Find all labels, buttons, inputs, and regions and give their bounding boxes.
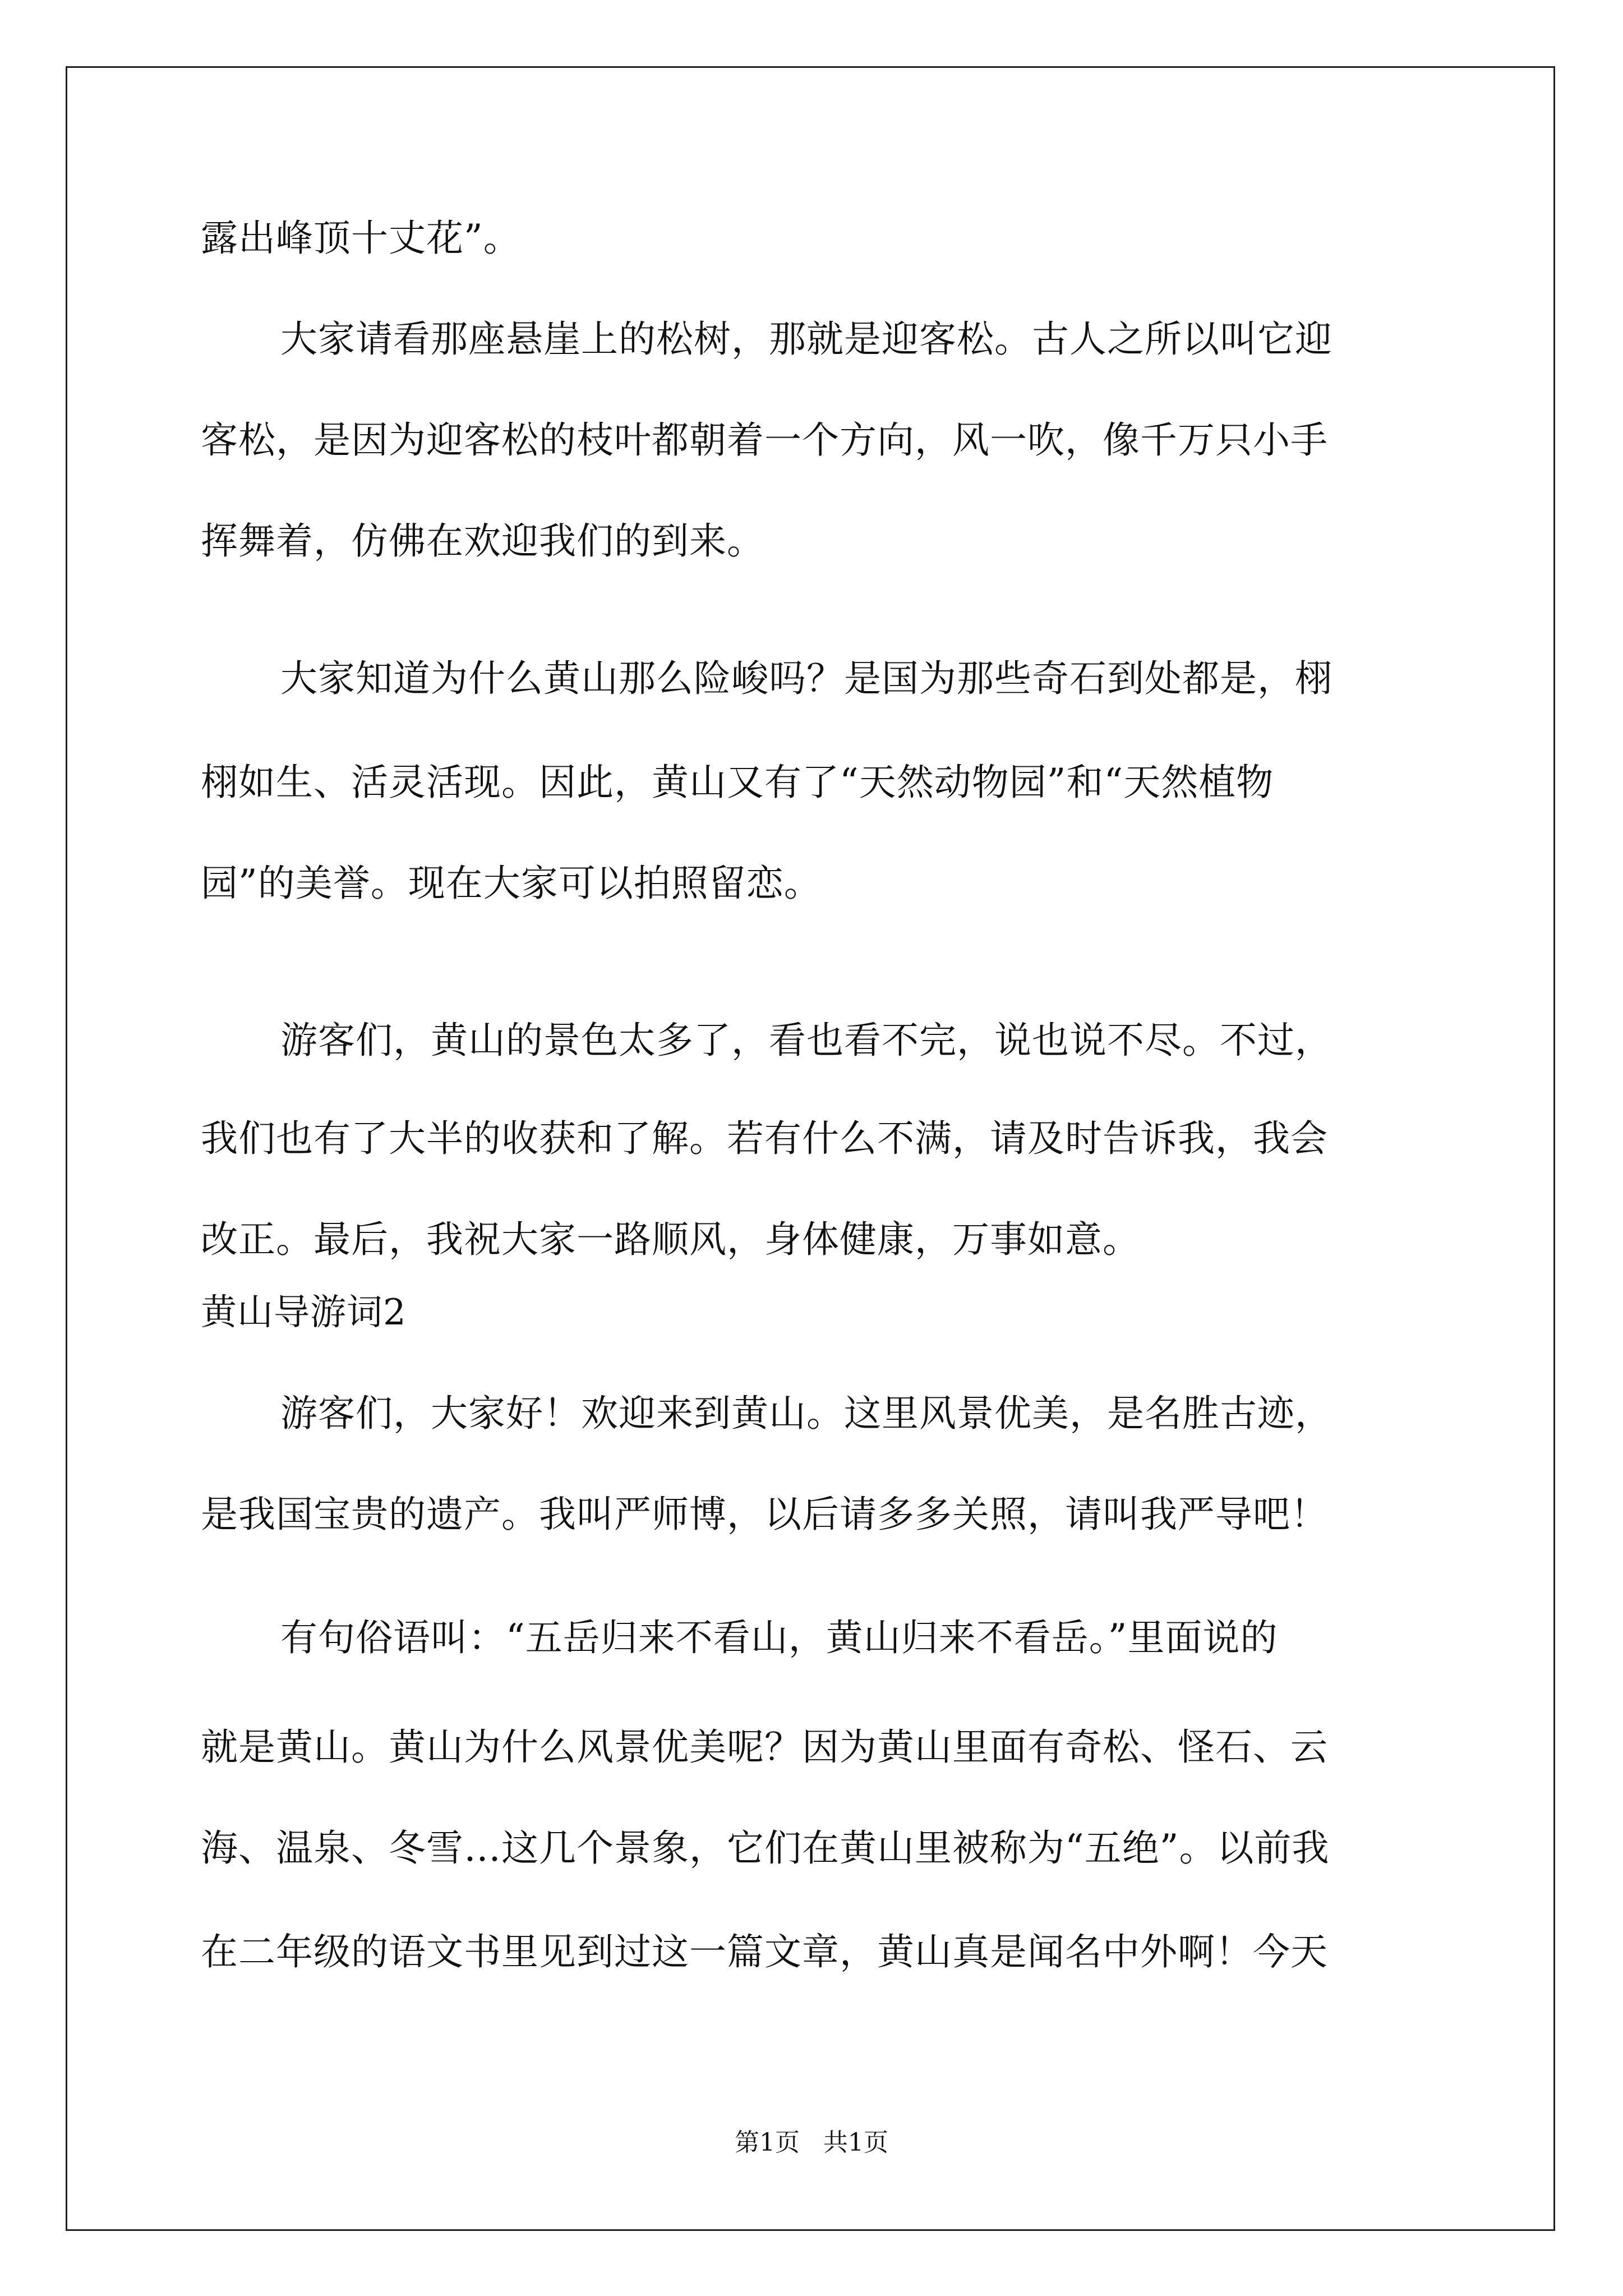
paragraph-line: 客松，是因为迎客松的枝叶都朝着一个方向，风一吹，像千万只小手 [201, 418, 1328, 462]
paragraph-line: 大家知道为什么黄山那么险峻吗？是国为那些奇石到处都是，栩 [280, 657, 1332, 700]
paragraph-line: 在二年级的语文书里见到过这一篇文章，黄山真是闻名中外啊！今天 [201, 1930, 1328, 1973]
paragraph-line: 海、温泉、冬雪…这几个景象，它们在黄山里被称为“五绝”。以前我 [201, 1826, 1330, 1870]
paragraph-line: 挥舞着，仿佛在欢迎我们的到来。 [201, 519, 764, 563]
paragraph-line: 游客们，大家好！欢迎来到黄山。这里风景优美，是名胜古迹， [280, 1392, 1332, 1435]
paragraph-line: 是我国宝贵的遗产。我叫严师博，以后请多多关照，请叫我严导吧！ [201, 1493, 1328, 1536]
paragraph-line: 栩如生、活灵活现。因此，黄山又有了“天然动物园”和“天然植物 [201, 761, 1274, 804]
section-heading: 黄山导游词2 [201, 1292, 407, 1333]
paragraph-line: 就是黄山。黄山为什么风景优美呢？因为黄山里面有奇松、怪石、云 [201, 1726, 1328, 1769]
paragraph-line: 有句俗语叫：“五岳归来不看山，黄山归来不看岳。”里面说的 [280, 1616, 1278, 1659]
paragraph-line: 游客们，黄山的景色太多了，看也看不完，说也说不尽。不过， [280, 1019, 1332, 1062]
paragraph-line: 露出峰顶十丈花”。 [201, 217, 521, 260]
page-footer: 第1页 共1页 [735, 2128, 888, 2157]
paragraph-line: 改正。最后，我祝大家一路顺风，身体健康，万事如意。 [201, 1218, 1140, 1261]
paragraph-line: 园”的美誉。现在大家可以拍照留恋。 [201, 862, 822, 905]
paragraph-line: 我们也有了大半的收获和了解。若有什么不满，请及时告诉我，我会 [201, 1117, 1328, 1160]
paragraph-line: 大家请看那座悬崖上的松树，那就是迎客松。古人之所以叫它迎 [280, 318, 1332, 361]
